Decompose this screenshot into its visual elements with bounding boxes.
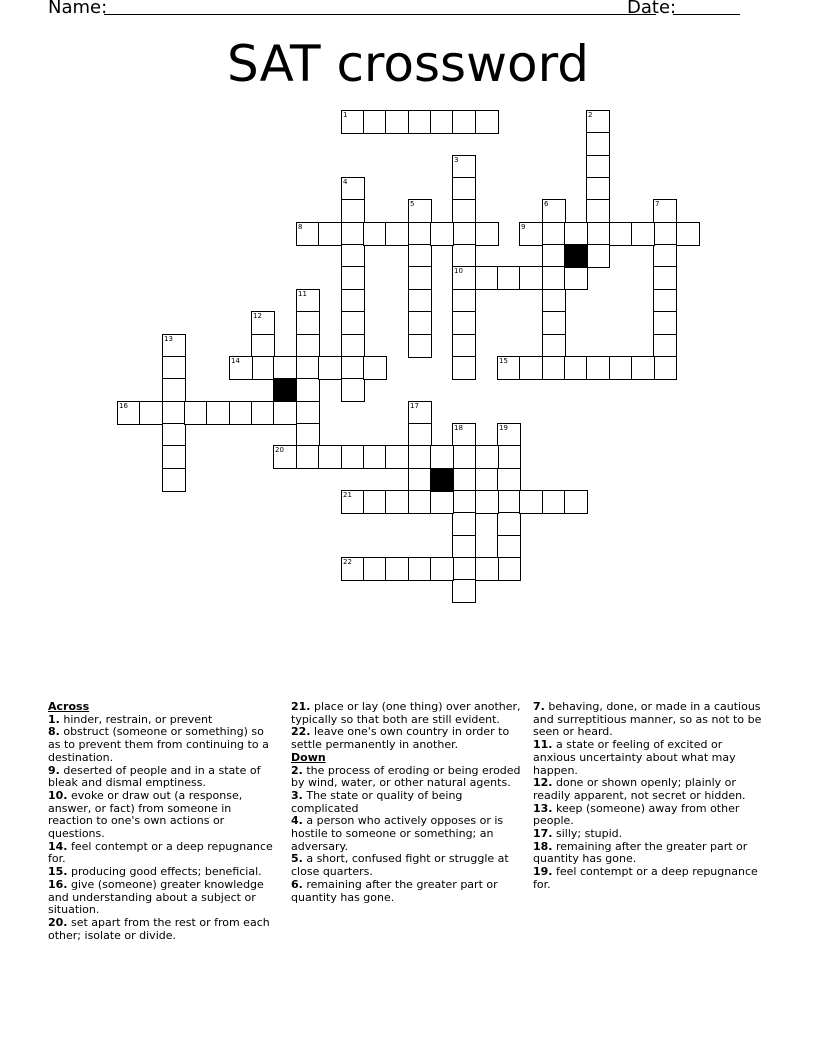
crossword-cell[interactable] xyxy=(497,445,521,469)
crossword-cell[interactable] xyxy=(341,445,365,469)
cell-number: 5 xyxy=(410,200,415,208)
crossword-cell[interactable] xyxy=(296,222,320,246)
crossword-cell[interactable] xyxy=(542,334,566,358)
cell-number: 13 xyxy=(164,335,173,343)
crossword-cell[interactable] xyxy=(341,557,365,581)
crossword-cell[interactable] xyxy=(497,512,521,536)
crossword-cell[interactable] xyxy=(542,490,566,514)
cell-number: 11 xyxy=(298,290,307,298)
cell-number: 4 xyxy=(343,178,348,186)
crossword-cell[interactable] xyxy=(452,199,476,223)
crossword-cell[interactable] xyxy=(408,311,432,335)
crossword-cell[interactable] xyxy=(475,557,499,581)
crossword-cell[interactable] xyxy=(363,222,387,246)
crossword-cell[interactable] xyxy=(452,334,476,358)
crossword-cell[interactable] xyxy=(475,445,499,469)
clue-across-15: 15. producing good effects; beneficial. xyxy=(48,865,262,879)
cell-number: 19 xyxy=(499,424,508,432)
crossword-cell[interactable] xyxy=(452,110,476,134)
clues-column-2 xyxy=(291,701,521,904)
cell-number: 7 xyxy=(655,200,660,208)
crossword-cell[interactable] xyxy=(363,356,387,380)
shaded-cell xyxy=(564,244,588,268)
crossword-cell[interactable] xyxy=(162,378,186,402)
crossword-cell[interactable] xyxy=(586,177,610,201)
crossword-cell[interactable] xyxy=(162,445,186,469)
crossword-cell[interactable] xyxy=(452,311,476,335)
crossword-cell[interactable] xyxy=(206,401,230,425)
crossword-cell[interactable] xyxy=(251,311,275,335)
crossword-cell[interactable] xyxy=(430,222,454,246)
clue-across-16: 16. give (someone) greater knowledge and understanding about a subject or situation. xyxy=(48,877,264,917)
crossword-cell[interactable] xyxy=(318,445,342,469)
crossword-cell[interactable] xyxy=(653,222,677,246)
crossword-cell[interactable] xyxy=(542,244,566,268)
crossword-cell[interactable] xyxy=(251,356,275,380)
clue-down-3: 3. The state or quality of being complicated xyxy=(291,788,463,815)
crossword-cell[interactable] xyxy=(408,490,432,514)
crossword-cell[interactable] xyxy=(497,266,521,290)
crossword-cell[interactable] xyxy=(341,222,365,246)
down-heading: Down xyxy=(291,750,326,764)
cell-number: 2 xyxy=(588,111,593,119)
crossword-cell[interactable] xyxy=(341,356,365,380)
crossword-cell[interactable] xyxy=(251,401,275,425)
crossword-cell[interactable] xyxy=(408,468,432,492)
crossword-cell[interactable] xyxy=(408,334,432,358)
crossword-cell[interactable] xyxy=(318,356,342,380)
name-line[interactable] xyxy=(104,14,656,15)
crossword-cell[interactable] xyxy=(251,334,275,358)
crossword-cell[interactable] xyxy=(296,311,320,335)
across-clue-list xyxy=(48,714,278,943)
cell-number: 17 xyxy=(410,402,419,410)
crossword-cell[interactable] xyxy=(408,557,432,581)
crossword-cell[interactable] xyxy=(363,445,387,469)
crossword-cell[interactable] xyxy=(229,356,253,380)
crossword-cell[interactable] xyxy=(586,155,610,179)
crossword-cell[interactable] xyxy=(497,557,521,581)
crossword-cell[interactable] xyxy=(117,401,141,425)
crossword-cell[interactable] xyxy=(497,468,521,492)
cell-number: 12 xyxy=(253,312,262,320)
crossword-cell[interactable] xyxy=(408,266,432,290)
crossword-cell[interactable] xyxy=(452,535,476,559)
crossword-cell[interactable] xyxy=(452,468,476,492)
clue-down-11: 11. a state or feeling of excited or anxious uncertainty about what may happen. xyxy=(533,738,736,777)
crossword-cell[interactable] xyxy=(139,401,163,425)
crossword-cell[interactable] xyxy=(385,490,409,514)
crossword-cell[interactable] xyxy=(408,199,432,223)
clue-down-2: 2. the process of eroding or being eroded by wind, water, or other natural agents. xyxy=(291,763,521,790)
crossword-cell[interactable] xyxy=(475,222,499,246)
clue-across-22: 22. leave one's own country in order to settle permanently in another. xyxy=(291,725,510,752)
cell-number: 1 xyxy=(343,111,348,119)
crossword-cell[interactable] xyxy=(475,110,499,134)
crossword-cell[interactable] xyxy=(296,289,320,313)
clue-across-10: 10. evoke or draw out (a response, answer, or fact) from someone in reaction to one's own actions or questions. xyxy=(48,788,243,841)
crossword-cell[interactable] xyxy=(497,535,521,559)
cell-number: 3 xyxy=(454,156,459,164)
clue-down-12: 12. done or shown openly; plainly or readily apparent, not secret or hidden. xyxy=(533,776,746,802)
clue-across-14: 14. feel contempt or a deep repugnance for. xyxy=(48,839,273,866)
crossword-cell[interactable] xyxy=(273,401,297,425)
crossword-cell[interactable] xyxy=(452,356,476,380)
crossword-cell[interactable] xyxy=(564,490,588,514)
crossword-cell[interactable] xyxy=(162,468,186,492)
crossword-cell[interactable] xyxy=(653,334,677,358)
crossword-cell[interactable] xyxy=(162,401,186,425)
crossword-cell[interactable] xyxy=(542,356,566,380)
crossword-cell[interactable] xyxy=(475,266,499,290)
cell-number: 14 xyxy=(231,357,240,365)
crossword-cell[interactable] xyxy=(229,401,253,425)
crossword-cell[interactable] xyxy=(273,356,297,380)
clue-across-21: 21. place or lay (one thing) over another, typically so that both are still evident. xyxy=(291,700,521,726)
crossword-cell[interactable] xyxy=(609,356,633,380)
crossword-cell[interactable] xyxy=(296,334,320,358)
crossword-cell[interactable] xyxy=(653,356,677,380)
crossword-cell[interactable] xyxy=(430,445,454,469)
crossword-cell[interactable] xyxy=(452,222,476,246)
clue-down-18: 18. remaining after the greater part or quantity has gone. xyxy=(533,839,748,866)
clue-down-17: 17. silly; stupid. xyxy=(533,827,623,841)
crossword-cell[interactable] xyxy=(184,401,208,425)
crossword-cell[interactable] xyxy=(385,445,409,469)
clue-down-13: 13. keep (someone) away from other people. xyxy=(533,801,740,828)
crossword-cell[interactable] xyxy=(430,110,454,134)
crossword-cell[interactable] xyxy=(408,244,432,268)
crossword-cell[interactable] xyxy=(631,356,655,380)
crossword-cell[interactable] xyxy=(385,110,409,134)
shaded-cell xyxy=(273,378,297,402)
crossword-cell[interactable] xyxy=(542,311,566,335)
crossword-cell[interactable] xyxy=(586,244,610,268)
name-label: Name: xyxy=(48,0,108,18)
crossword-cell[interactable] xyxy=(519,356,543,380)
cell-number: 20 xyxy=(275,446,284,454)
crossword-cell[interactable] xyxy=(452,557,476,581)
crossword-cell[interactable] xyxy=(452,266,476,290)
crossword-cell[interactable] xyxy=(676,222,700,246)
crossword-cell[interactable] xyxy=(653,311,677,335)
crossword-cell[interactable] xyxy=(430,490,454,514)
crossword-cell[interactable] xyxy=(408,423,432,447)
crossword-cell[interactable] xyxy=(341,266,365,290)
crossword-cell[interactable] xyxy=(408,401,432,425)
crossword-cell[interactable] xyxy=(408,110,432,134)
crossword-cell[interactable] xyxy=(497,356,521,380)
crossword-cell[interactable] xyxy=(609,222,633,246)
crossword-cell[interactable] xyxy=(363,557,387,581)
crossword-cell[interactable] xyxy=(452,490,476,514)
crossword-cell[interactable] xyxy=(497,490,521,514)
cell-number: 15 xyxy=(499,357,508,365)
crossword-cell[interactable] xyxy=(586,356,610,380)
page-title: SAT crossword xyxy=(227,35,589,93)
crossword-cell[interactable] xyxy=(341,177,365,201)
crossword-cell[interactable] xyxy=(296,378,320,402)
crossword-cell[interactable] xyxy=(564,222,588,246)
crossword-cell[interactable] xyxy=(341,378,365,402)
crossword-cell[interactable] xyxy=(452,155,476,179)
across-heading: Across xyxy=(48,700,90,713)
date-line[interactable] xyxy=(673,14,740,15)
clue-down-5: 5. a short, confused fight or struggle at close quarters. xyxy=(291,852,509,879)
clue-across-20: 20. set apart from the rest or from each other; isolate or divide. xyxy=(48,915,270,942)
crossword-cell[interactable] xyxy=(296,401,320,425)
crossword-cell[interactable] xyxy=(452,579,476,603)
crossword-cell[interactable] xyxy=(631,222,655,246)
crossword-cell[interactable] xyxy=(162,423,186,447)
crossword-cell[interactable] xyxy=(363,490,387,514)
crossword-cell[interactable] xyxy=(475,490,499,514)
crossword-cell[interactable] xyxy=(341,199,365,223)
crossword-cell[interactable] xyxy=(564,356,588,380)
crossword-cell[interactable] xyxy=(542,222,566,246)
clues-column-3 xyxy=(533,701,768,892)
cell-number: 6 xyxy=(544,200,549,208)
crossword-cell[interactable] xyxy=(586,110,610,134)
crossword-cell[interactable] xyxy=(519,490,543,514)
clue-across-9: 9. deserted of people and in a state of bleak and dismal emptiness. xyxy=(48,763,261,790)
shaded-cell xyxy=(430,468,454,492)
crossword-cell[interactable] xyxy=(318,222,342,246)
crossword-cell[interactable] xyxy=(430,557,454,581)
crossword-cell[interactable] xyxy=(408,289,432,313)
crossword-cell[interactable] xyxy=(341,244,365,268)
crossword-cell[interactable] xyxy=(341,110,365,134)
crossword-cell[interactable] xyxy=(519,266,543,290)
crossword-cell[interactable] xyxy=(497,423,521,447)
crossword-cell[interactable] xyxy=(341,334,365,358)
clue-down-19: 19. feel contempt or a deep repugnance for. xyxy=(533,865,758,891)
crossword-cell[interactable] xyxy=(653,244,677,268)
clues-column-1 xyxy=(48,701,278,942)
clue-down-4: 4. a person who actively opposes or is hostile to someone or something; an adversary. xyxy=(291,814,504,853)
crossword-cell[interactable] xyxy=(385,222,409,246)
crossword-cell[interactable] xyxy=(586,132,610,156)
crossword-cell[interactable] xyxy=(296,356,320,380)
crossword-cell[interactable] xyxy=(452,289,476,313)
cell-number: 10 xyxy=(454,267,463,275)
clue-down-7: 7. behaving, done, or made in a cautious and surreptitious manner, so as not to be seen or heard. xyxy=(533,700,762,739)
crossword-cell[interactable] xyxy=(341,289,365,313)
crossword-cell[interactable] xyxy=(542,199,566,223)
crossword-cell[interactable] xyxy=(653,266,677,290)
crossword-cell[interactable] xyxy=(452,423,476,447)
crossword-cell[interactable] xyxy=(408,445,432,469)
crossword-cell[interactable] xyxy=(162,356,186,380)
cell-number: 8 xyxy=(298,223,303,231)
date-label: Date: xyxy=(627,0,677,18)
crossword-cell[interactable] xyxy=(341,490,365,514)
crossword-cell[interactable] xyxy=(452,512,476,536)
cell-number: 16 xyxy=(119,402,128,410)
crossword-cell[interactable] xyxy=(162,334,186,358)
crossword-cell[interactable] xyxy=(296,445,320,469)
crossword-cell[interactable] xyxy=(363,110,387,134)
crossword-cell[interactable] xyxy=(542,266,566,290)
cell-number: 22 xyxy=(343,558,352,566)
crossword-cell[interactable] xyxy=(542,289,566,313)
cell-number: 18 xyxy=(454,424,463,432)
crossword-cell[interactable] xyxy=(341,311,365,335)
clue-down-6: 6. remaining after the greater part or quantity has gone. xyxy=(291,877,498,904)
crossword-cell[interactable] xyxy=(385,557,409,581)
crossword-cell[interactable] xyxy=(586,222,610,246)
crossword-cell[interactable] xyxy=(452,244,476,268)
crossword-cell[interactable] xyxy=(452,445,476,469)
clue-across-8: 8. obstruct (someone or something) so as to prevent them from continuing to a destination. xyxy=(48,725,269,764)
crossword-cell[interactable] xyxy=(586,199,610,223)
crossword-cell[interactable] xyxy=(653,199,677,223)
cell-number: 9 xyxy=(521,223,526,231)
crossword-cell[interactable] xyxy=(653,289,677,313)
crossword-cell[interactable] xyxy=(452,177,476,201)
cell-number: 21 xyxy=(343,491,352,499)
crossword-cell[interactable] xyxy=(296,423,320,447)
crossword-cell[interactable] xyxy=(273,445,297,469)
crossword-cell[interactable] xyxy=(408,222,432,246)
crossword-cell[interactable] xyxy=(519,222,543,246)
crossword-cell[interactable] xyxy=(564,266,588,290)
clue-across-1: 1. hinder, restrain, or prevent xyxy=(48,712,213,726)
